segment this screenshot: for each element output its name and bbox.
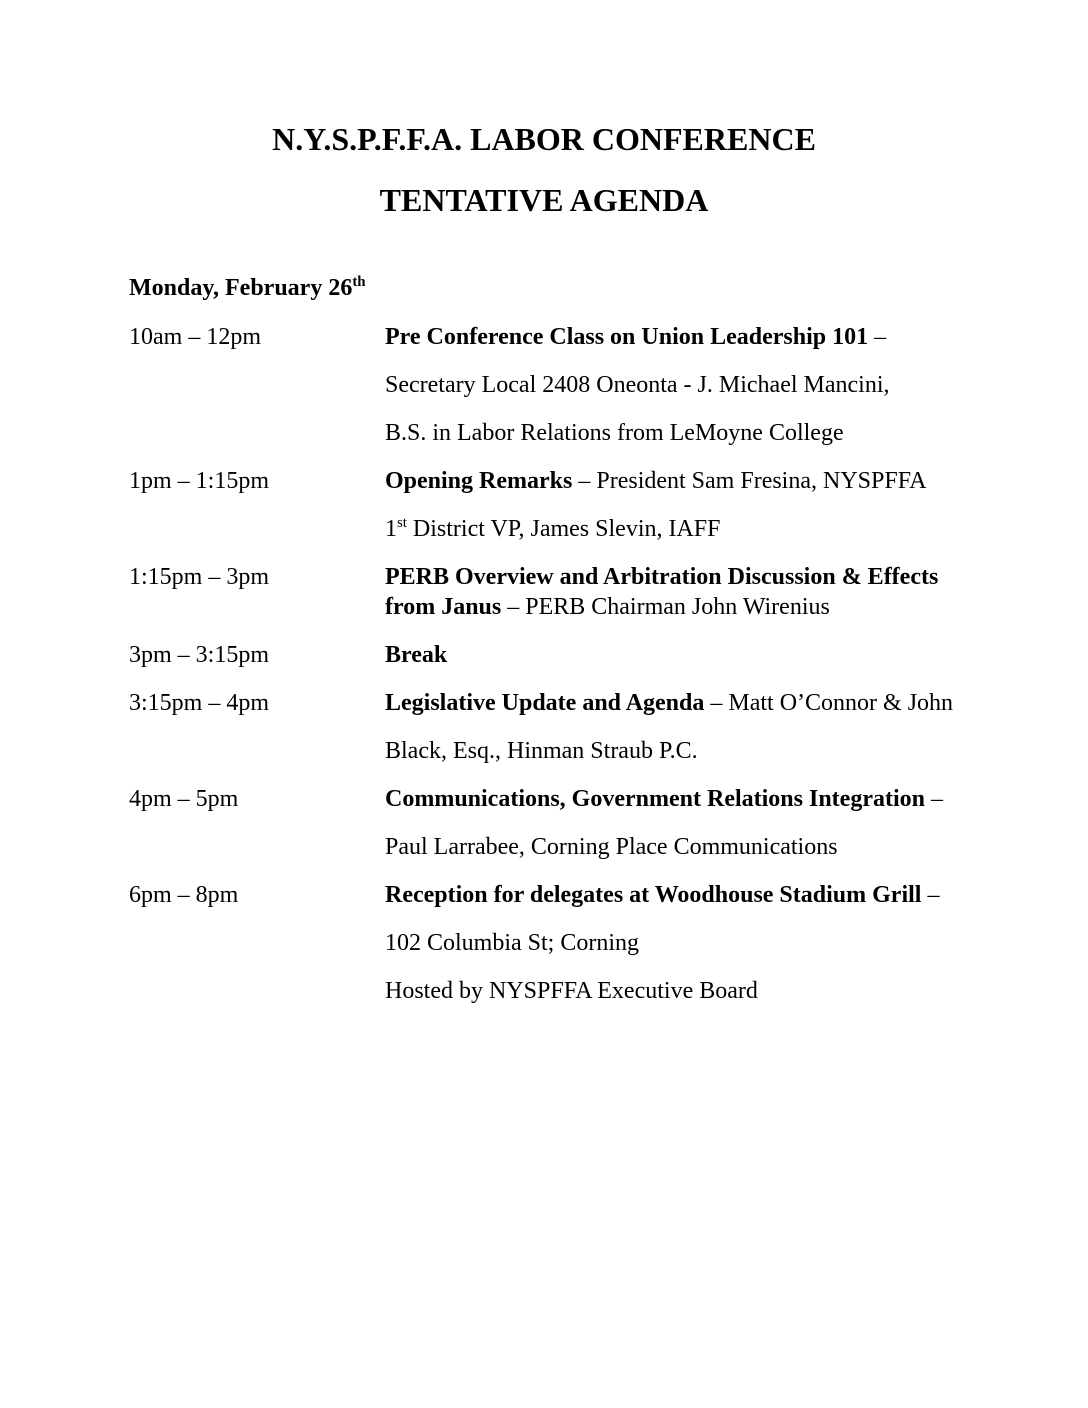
session-title: Reception for delegates at Woodhouse Stadium Grill: [385, 882, 922, 908]
agenda-line: [385, 880, 1028, 910]
time-range: 6pm – 8pm: [129, 882, 239, 908]
time-cell: [129, 640, 385, 688]
schedule-row: [129, 466, 1028, 562]
schedule-row: [129, 322, 1028, 466]
schedule-row: [129, 784, 1028, 880]
time-range: 1:15pm – 3pm: [129, 564, 270, 590]
time-range: 3pm – 3:15pm: [129, 642, 270, 668]
session-title: Pre Conference Class on Union Leadership 101: [385, 324, 869, 350]
session-detail: Hosted by NYSPFFA Executive Board: [385, 978, 758, 1004]
document-subtitle: TENTATIVE AGENDA: [379, 182, 709, 218]
time-cell: [129, 562, 385, 610]
session-detail: Black, Esq., Hinman Straub P.C.: [385, 738, 698, 764]
document-title: N.Y.S.P.F.F.A. LABOR CONFERENCE: [272, 121, 816, 157]
session-title: Opening Remarks: [385, 468, 573, 494]
agenda-line: [385, 562, 1028, 592]
session-detail: 102 Columbia St; Corning: [385, 930, 640, 956]
time-range: 3:15pm – 4pm: [129, 690, 270, 716]
schedule-row: [129, 688, 1028, 784]
time-cell: [129, 466, 385, 514]
session-title: Legislative Update and Agenda: [385, 690, 705, 716]
session-detail: Paul Larrabee, Corning Place Communications: [385, 834, 838, 860]
agenda-line: [385, 514, 1028, 544]
schedule-row: [129, 880, 1028, 1024]
schedule-row: [129, 640, 1028, 688]
session-description: [385, 322, 1028, 466]
agenda-line: [385, 736, 1028, 766]
session-detail: – PERB Chairman John Wirenius: [501, 594, 830, 620]
agenda-line: [385, 928, 1028, 958]
time-range: 10am – 12pm: [129, 324, 261, 350]
agenda-line: [385, 418, 1028, 448]
schedule-row: [129, 562, 1028, 640]
day-heading-text: Monday, February 26: [129, 275, 353, 301]
time-cell: [129, 784, 385, 832]
session-detail: – President Sam Fresina, NYSPFFA: [572, 468, 927, 494]
agenda-line: [385, 688, 1028, 718]
session-title: PERB Overview and Arbitration Discussion & Effects: [385, 564, 939, 590]
session-description: [385, 880, 1028, 1024]
session-description: [385, 562, 1028, 640]
session-title: Break: [385, 642, 448, 668]
agenda-line: [385, 370, 1028, 400]
session-detail: District VP, James Slevin, IAFF: [406, 516, 721, 542]
day-heading-superscript: th: [352, 274, 366, 290]
agenda-line: [385, 640, 1028, 670]
day-heading: [129, 273, 1028, 303]
time-range: 1pm – 1:15pm: [129, 468, 270, 494]
time-cell: [129, 880, 385, 928]
session-description: [385, 466, 1028, 562]
agenda-line: [385, 322, 1028, 352]
session-detail: –: [921, 882, 940, 908]
ordinal-superscript: st: [397, 515, 407, 531]
session-title: Communications, Government Relations Integration: [385, 786, 925, 812]
session-detail: 1: [385, 516, 397, 542]
agenda-line: [385, 592, 1028, 622]
session-detail: –: [924, 786, 943, 812]
time-cell: [129, 688, 385, 736]
session-description: [385, 784, 1028, 880]
session-title: from Janus: [385, 594, 502, 620]
session-description: [385, 640, 1028, 688]
time-cell: [129, 322, 385, 370]
session-description: [385, 688, 1028, 784]
agenda-schedule: [129, 322, 1028, 1024]
time-range: 4pm – 5pm: [129, 786, 239, 812]
session-detail: –: [868, 324, 887, 350]
agenda-line: [385, 976, 1028, 1006]
agenda-line: [385, 784, 1028, 814]
session-detail: B.S. in Labor Relations from LeMoyne College: [385, 420, 844, 446]
session-detail: Secretary Local 2408 Oneonta - J. Michael Mancini,: [385, 372, 890, 398]
agenda-line: [385, 466, 1028, 496]
session-detail: – Matt O’Connor & John: [704, 690, 954, 716]
agenda-line: [385, 832, 1028, 862]
